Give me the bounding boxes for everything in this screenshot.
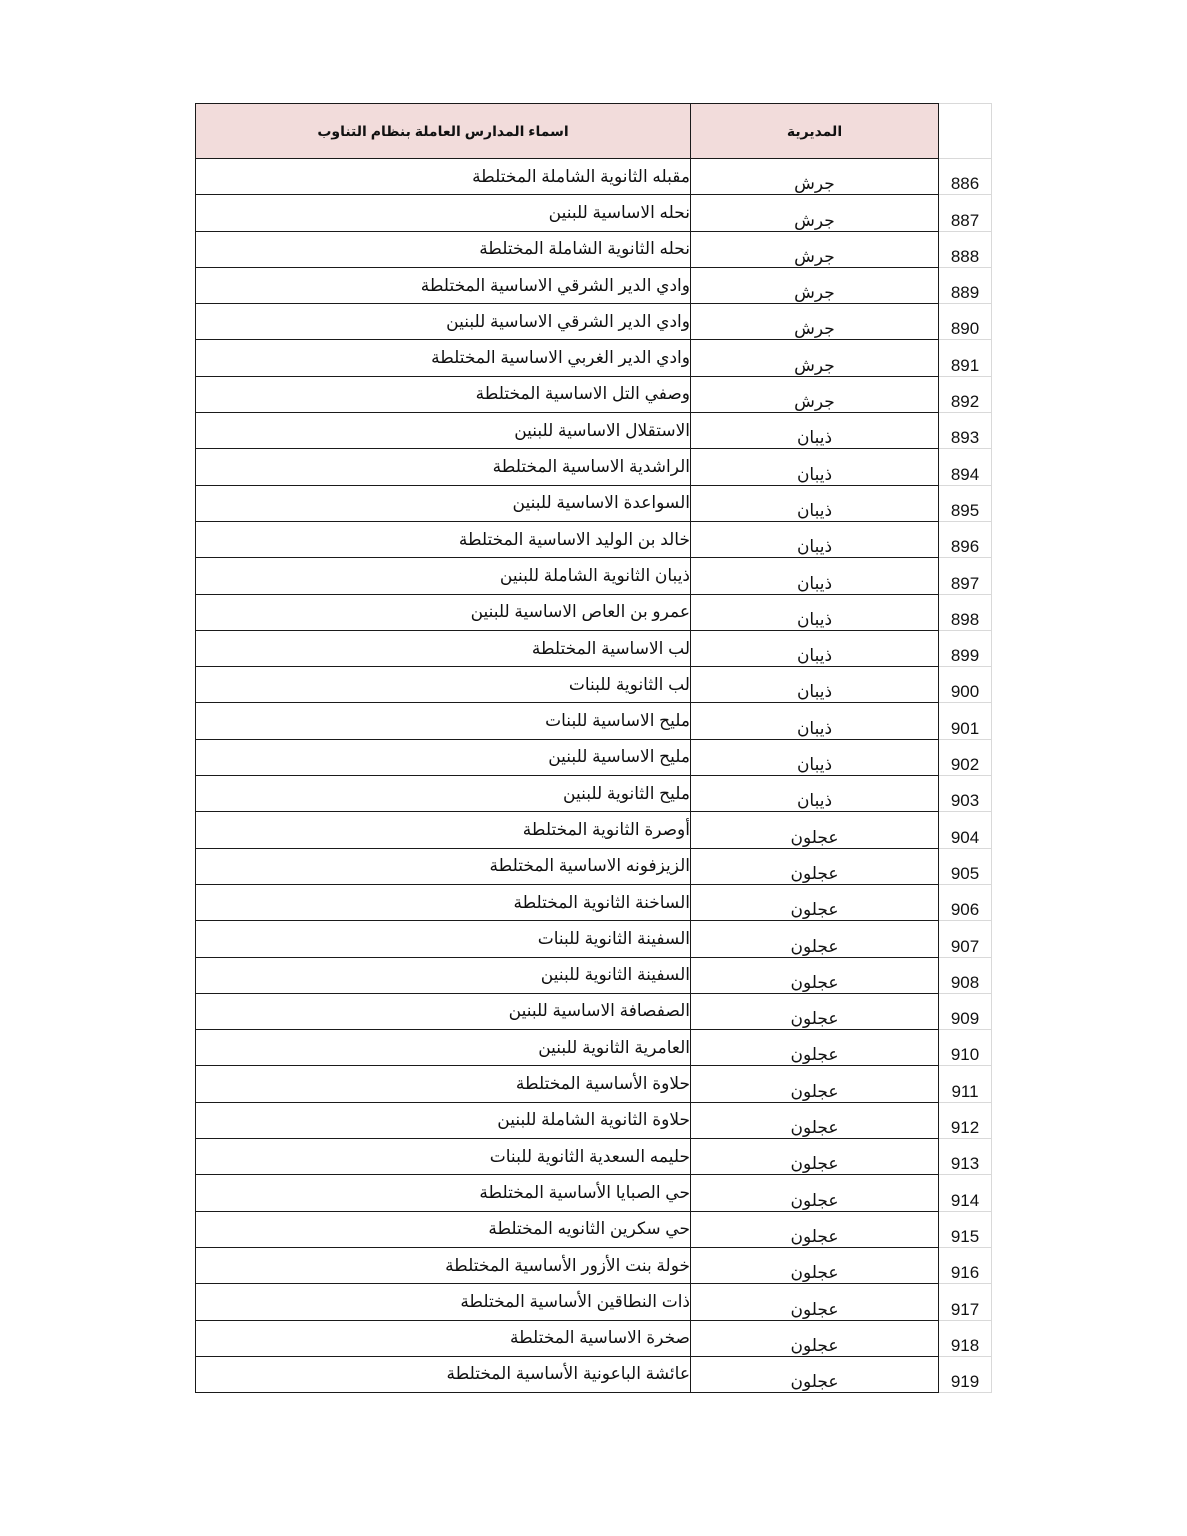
row-number-cell: 887 <box>939 195 992 231</box>
table-row <box>196 1247 992 1283</box>
row-number-cell: 892 <box>939 376 992 412</box>
row-number-cell: 912 <box>939 1102 992 1138</box>
table-row <box>196 195 992 231</box>
table-row <box>196 1356 992 1392</box>
table-row <box>196 993 992 1029</box>
directorate-cell: جرش <box>691 304 939 340</box>
row-number-cell: 889 <box>939 267 992 303</box>
table-row <box>196 667 992 703</box>
school-name-cell: أوصرة الثانوية المختلطة <box>196 812 691 848</box>
table-row <box>196 1211 992 1247</box>
school-name-cell: الصفصافة الاساسية للبنين <box>196 993 691 1029</box>
table-row <box>196 921 992 957</box>
school-name-cell: صخرة الاساسية المختلطة <box>196 1320 691 1356</box>
directorate-cell: جرش <box>691 231 939 267</box>
row-number-cell: 914 <box>939 1175 992 1211</box>
row-number-cell: 911 <box>939 1066 992 1102</box>
directorate-cell: عجلون <box>691 1066 939 1102</box>
directorate-cell: عجلون <box>691 1247 939 1283</box>
table-row <box>196 776 992 812</box>
header-number <box>939 104 992 159</box>
school-name-cell: مليح الاساسية للبنين <box>196 739 691 775</box>
directorate-cell: ذيبان <box>691 558 939 594</box>
table-row <box>196 449 992 485</box>
directorate-cell: ذيبان <box>691 667 939 703</box>
directorate-cell: ذيبان <box>691 630 939 666</box>
table-row <box>196 521 992 557</box>
schools-table <box>195 103 992 1393</box>
directorate-cell: ذيبان <box>691 594 939 630</box>
table-row <box>196 558 992 594</box>
school-name-cell: حي الصبايا الأساسية المختلطة <box>196 1175 691 1211</box>
directorate-cell: جرش <box>691 376 939 412</box>
row-number-cell: 897 <box>939 558 992 594</box>
school-name-cell: الساخنة الثانوية المختلطة <box>196 884 691 920</box>
row-number-cell: 900 <box>939 667 992 703</box>
table-row <box>196 485 992 521</box>
school-name-cell: السفينة الثانوية للبنات <box>196 921 691 957</box>
school-name-cell: مليح الثانوية للبنين <box>196 776 691 812</box>
school-name-cell: الراشدية الاساسية المختلطة <box>196 449 691 485</box>
row-number-cell: 894 <box>939 449 992 485</box>
table-header-row <box>196 104 992 159</box>
header-school-name: اسماء المدارس العاملة بنظام التناوب <box>196 104 691 159</box>
school-name-cell: وادي الدير الشرقي الاساسية المختلطة <box>196 267 691 303</box>
directorate-cell: عجلون <box>691 1356 939 1392</box>
table-row <box>196 594 992 630</box>
table-row <box>196 1102 992 1138</box>
table-body <box>196 159 992 1393</box>
table-row <box>196 231 992 267</box>
row-number-cell: 913 <box>939 1139 992 1175</box>
table-row <box>196 1030 992 1066</box>
row-number-cell: 917 <box>939 1284 992 1320</box>
directorate-cell: عجلون <box>691 848 939 884</box>
table-row <box>196 413 992 449</box>
school-name-cell: العامرية الثانوية للبنين <box>196 1030 691 1066</box>
row-number-cell: 918 <box>939 1320 992 1356</box>
table-row <box>196 159 992 195</box>
school-name-cell: السفينة الثانوية للبنين <box>196 957 691 993</box>
directorate-cell: عجلون <box>691 1030 939 1066</box>
directorate-cell: جرش <box>691 340 939 376</box>
row-number-cell: 898 <box>939 594 992 630</box>
school-name-cell: نحله الاساسية للبنين <box>196 195 691 231</box>
row-number-cell: 901 <box>939 703 992 739</box>
school-name-cell: وادي الدير الشرقي الاساسية للبنين <box>196 304 691 340</box>
row-number-cell: 903 <box>939 776 992 812</box>
directorate-cell: جرش <box>691 195 939 231</box>
row-number-cell: 891 <box>939 340 992 376</box>
table-row <box>196 304 992 340</box>
school-name-cell: مقبله الثانوية الشاملة المختلطة <box>196 159 691 195</box>
table-row <box>196 884 992 920</box>
table-row <box>196 739 992 775</box>
table-row <box>196 630 992 666</box>
directorate-cell: ذيبان <box>691 739 939 775</box>
row-number-cell: 916 <box>939 1247 992 1283</box>
directorate-cell: عجلون <box>691 921 939 957</box>
table-row <box>196 1066 992 1102</box>
directorate-cell: عجلون <box>691 993 939 1029</box>
row-number-cell: 899 <box>939 630 992 666</box>
row-number-cell: 904 <box>939 812 992 848</box>
table-row <box>196 1175 992 1211</box>
school-name-cell: وصفي التل الاساسية المختلطة <box>196 376 691 412</box>
directorate-cell: ذيبان <box>691 413 939 449</box>
directorate-cell: ذيبان <box>691 485 939 521</box>
row-number-cell: 909 <box>939 993 992 1029</box>
row-number-cell: 915 <box>939 1211 992 1247</box>
table-row <box>196 1284 992 1320</box>
row-number-cell: 905 <box>939 848 992 884</box>
directorate-cell: عجلون <box>691 1139 939 1175</box>
table-row <box>196 848 992 884</box>
row-number-cell: 896 <box>939 521 992 557</box>
directorate-cell: جرش <box>691 159 939 195</box>
row-number-cell: 907 <box>939 921 992 957</box>
row-number-cell: 890 <box>939 304 992 340</box>
table-row <box>196 1139 992 1175</box>
table-row <box>196 376 992 412</box>
school-name-cell: حليمه السعدية الثانوية للبنات <box>196 1139 691 1175</box>
school-name-cell: نحله الثانوية الشاملة المختلطة <box>196 231 691 267</box>
row-number-cell: 888 <box>939 231 992 267</box>
school-name-cell: لب الثانوية للبنات <box>196 667 691 703</box>
school-name-cell: خولة بنت الأزور الأساسية المختلطة <box>196 1247 691 1283</box>
row-number-cell: 902 <box>939 739 992 775</box>
school-name-cell: عمرو بن العاص الاساسية للبنين <box>196 594 691 630</box>
table-row <box>196 267 992 303</box>
table-row <box>196 340 992 376</box>
school-name-cell: السواعدة الاساسية للبنين <box>196 485 691 521</box>
school-name-cell: وادي الدير الغربي الاساسية المختلطة <box>196 340 691 376</box>
table-row <box>196 703 992 739</box>
school-name-cell: الزيزفونه الاساسية المختلطة <box>196 848 691 884</box>
directorate-cell: عجلون <box>691 1320 939 1356</box>
directorate-cell: عجلون <box>691 1175 939 1211</box>
school-name-cell: ذات النطاقين الأساسية المختلطة <box>196 1284 691 1320</box>
row-number-cell: 895 <box>939 485 992 521</box>
school-name-cell: الاستقلال الاساسية للبنين <box>196 413 691 449</box>
directorate-cell: جرش <box>691 267 939 303</box>
directorate-cell: عجلون <box>691 812 939 848</box>
row-number-cell: 906 <box>939 884 992 920</box>
row-number-cell: 893 <box>939 413 992 449</box>
school-name-cell: حلاوة الأساسية المختلطة <box>196 1066 691 1102</box>
directorate-cell: عجلون <box>691 957 939 993</box>
directorate-cell: ذيبان <box>691 776 939 812</box>
table-row <box>196 812 992 848</box>
school-name-cell: عائشة الباعونية الأساسية المختلطة <box>196 1356 691 1392</box>
row-number-cell: 908 <box>939 957 992 993</box>
table-row <box>196 957 992 993</box>
directorate-cell: عجلون <box>691 884 939 920</box>
school-name-cell: حي سكرين الثانويه المختلطة <box>196 1211 691 1247</box>
school-name-cell: خالد بن الوليد الاساسية المختلطة <box>196 521 691 557</box>
school-name-cell: ذيبان الثانوية الشاملة للبنين <box>196 558 691 594</box>
directorate-cell: عجلون <box>691 1102 939 1138</box>
row-number-cell: 919 <box>939 1356 992 1392</box>
row-number-cell: 886 <box>939 159 992 195</box>
school-name-cell: مليح الاساسية للبنات <box>196 703 691 739</box>
row-number-cell: 910 <box>939 1030 992 1066</box>
directorate-cell: عجلون <box>691 1284 939 1320</box>
school-name-cell: حلاوة الثانوية الشاملة للبنين <box>196 1102 691 1138</box>
directorate-cell: ذيبان <box>691 521 939 557</box>
directorate-cell: عجلون <box>691 1211 939 1247</box>
school-name-cell: لب الاساسية المختلطة <box>196 630 691 666</box>
table-row <box>196 1320 992 1356</box>
directorate-cell: ذيبان <box>691 449 939 485</box>
directorate-cell: ذيبان <box>691 703 939 739</box>
header-directorate: المديرية <box>691 104 939 159</box>
